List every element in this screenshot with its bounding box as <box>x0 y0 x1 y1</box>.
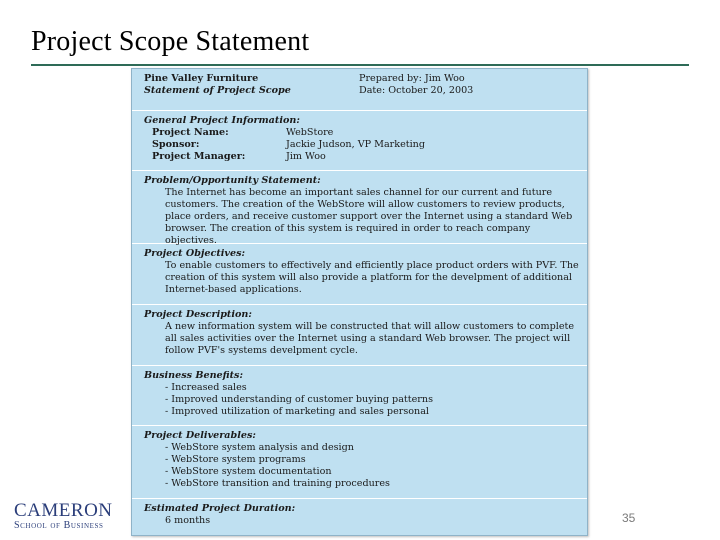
description-text: A new information system will be constructed that will allow customers to complete all sales activities over the Internet using a standard Web browser. The project will follow PVF's systems develpment cycle. <box>165 321 575 356</box>
info-row-sponsor <box>144 139 587 151</box>
info-label: Sponsor: <box>152 139 200 150</box>
info-value: Jackie Judson, VP Marketing <box>286 139 425 150</box>
problem-heading: Problem/Opportunity Statement: <box>144 175 321 186</box>
problem-section <box>132 171 587 244</box>
general-info-heading: General Project Information: <box>144 115 300 126</box>
objectives-text: To enable customers to effectively and efficiently place product orders with PVF. The creation of this system will also provide a platform for the develpment of additional Internet-based applications. <box>165 260 579 295</box>
list-item: - Increased sales <box>165 382 247 393</box>
general-info-section <box>132 111 587 171</box>
logo-sub-text: School of Business <box>14 520 104 531</box>
logo-main-text: CAMERON <box>14 500 113 521</box>
deliverables-section <box>132 426 587 499</box>
list-item: - Improved utilization of marketing and sales personal <box>165 406 429 417</box>
list-item: - WebStore system programs <box>165 454 306 465</box>
prepared-date: Date: October 20, 2003 <box>359 85 474 96</box>
objectives-heading: Project Objectives: <box>144 248 246 259</box>
objectives-section <box>132 244 587 305</box>
info-value: Jim Woo <box>286 151 326 162</box>
list-item: - WebStore system documentation <box>165 466 332 477</box>
document-header <box>132 69 587 111</box>
scope-statement-document <box>131 68 588 536</box>
cameron-logo <box>14 501 113 531</box>
document-title: Statement of Project Scope <box>144 85 291 96</box>
description-heading: Project Description: <box>144 309 252 320</box>
deliverables-heading: Project Deliverables: <box>144 430 256 441</box>
prepared-info <box>359 73 473 97</box>
list-item: - WebStore transition and training procedures <box>165 478 390 489</box>
info-label: Project Name: <box>152 127 229 138</box>
info-row-project-manager <box>144 151 587 163</box>
duration-heading: Estimated Project Duration: <box>144 503 296 514</box>
description-section <box>132 305 587 366</box>
duration-value: 6 months <box>165 515 211 526</box>
benefits-section <box>132 366 587 426</box>
slide-title: Project Scope Statement <box>31 26 310 57</box>
info-row-project-name <box>144 127 587 139</box>
benefits-heading: Business Benefits: <box>144 370 243 381</box>
info-value: WebStore <box>286 127 334 138</box>
list-item: - WebStore system analysis and design <box>165 442 354 453</box>
company-name: Pine Valley Furniture <box>144 73 259 84</box>
prepared-by: Prepared by: Jim Woo <box>359 73 465 84</box>
problem-text: The Internet has become an important sales channel for our current and future customers. The creation of the WebStore will allow customers to review products, place orders, and receive customer support over the Internet using a standard Web browser. The creation of this system is required in order to reach company objectives. <box>165 187 573 246</box>
page-number: 35 <box>622 511 636 525</box>
list-item: - Improved understanding of customer buying patterns <box>165 394 433 405</box>
duration-section <box>132 499 587 536</box>
title-divider <box>31 64 689 66</box>
info-label: Project Manager: <box>152 151 246 162</box>
